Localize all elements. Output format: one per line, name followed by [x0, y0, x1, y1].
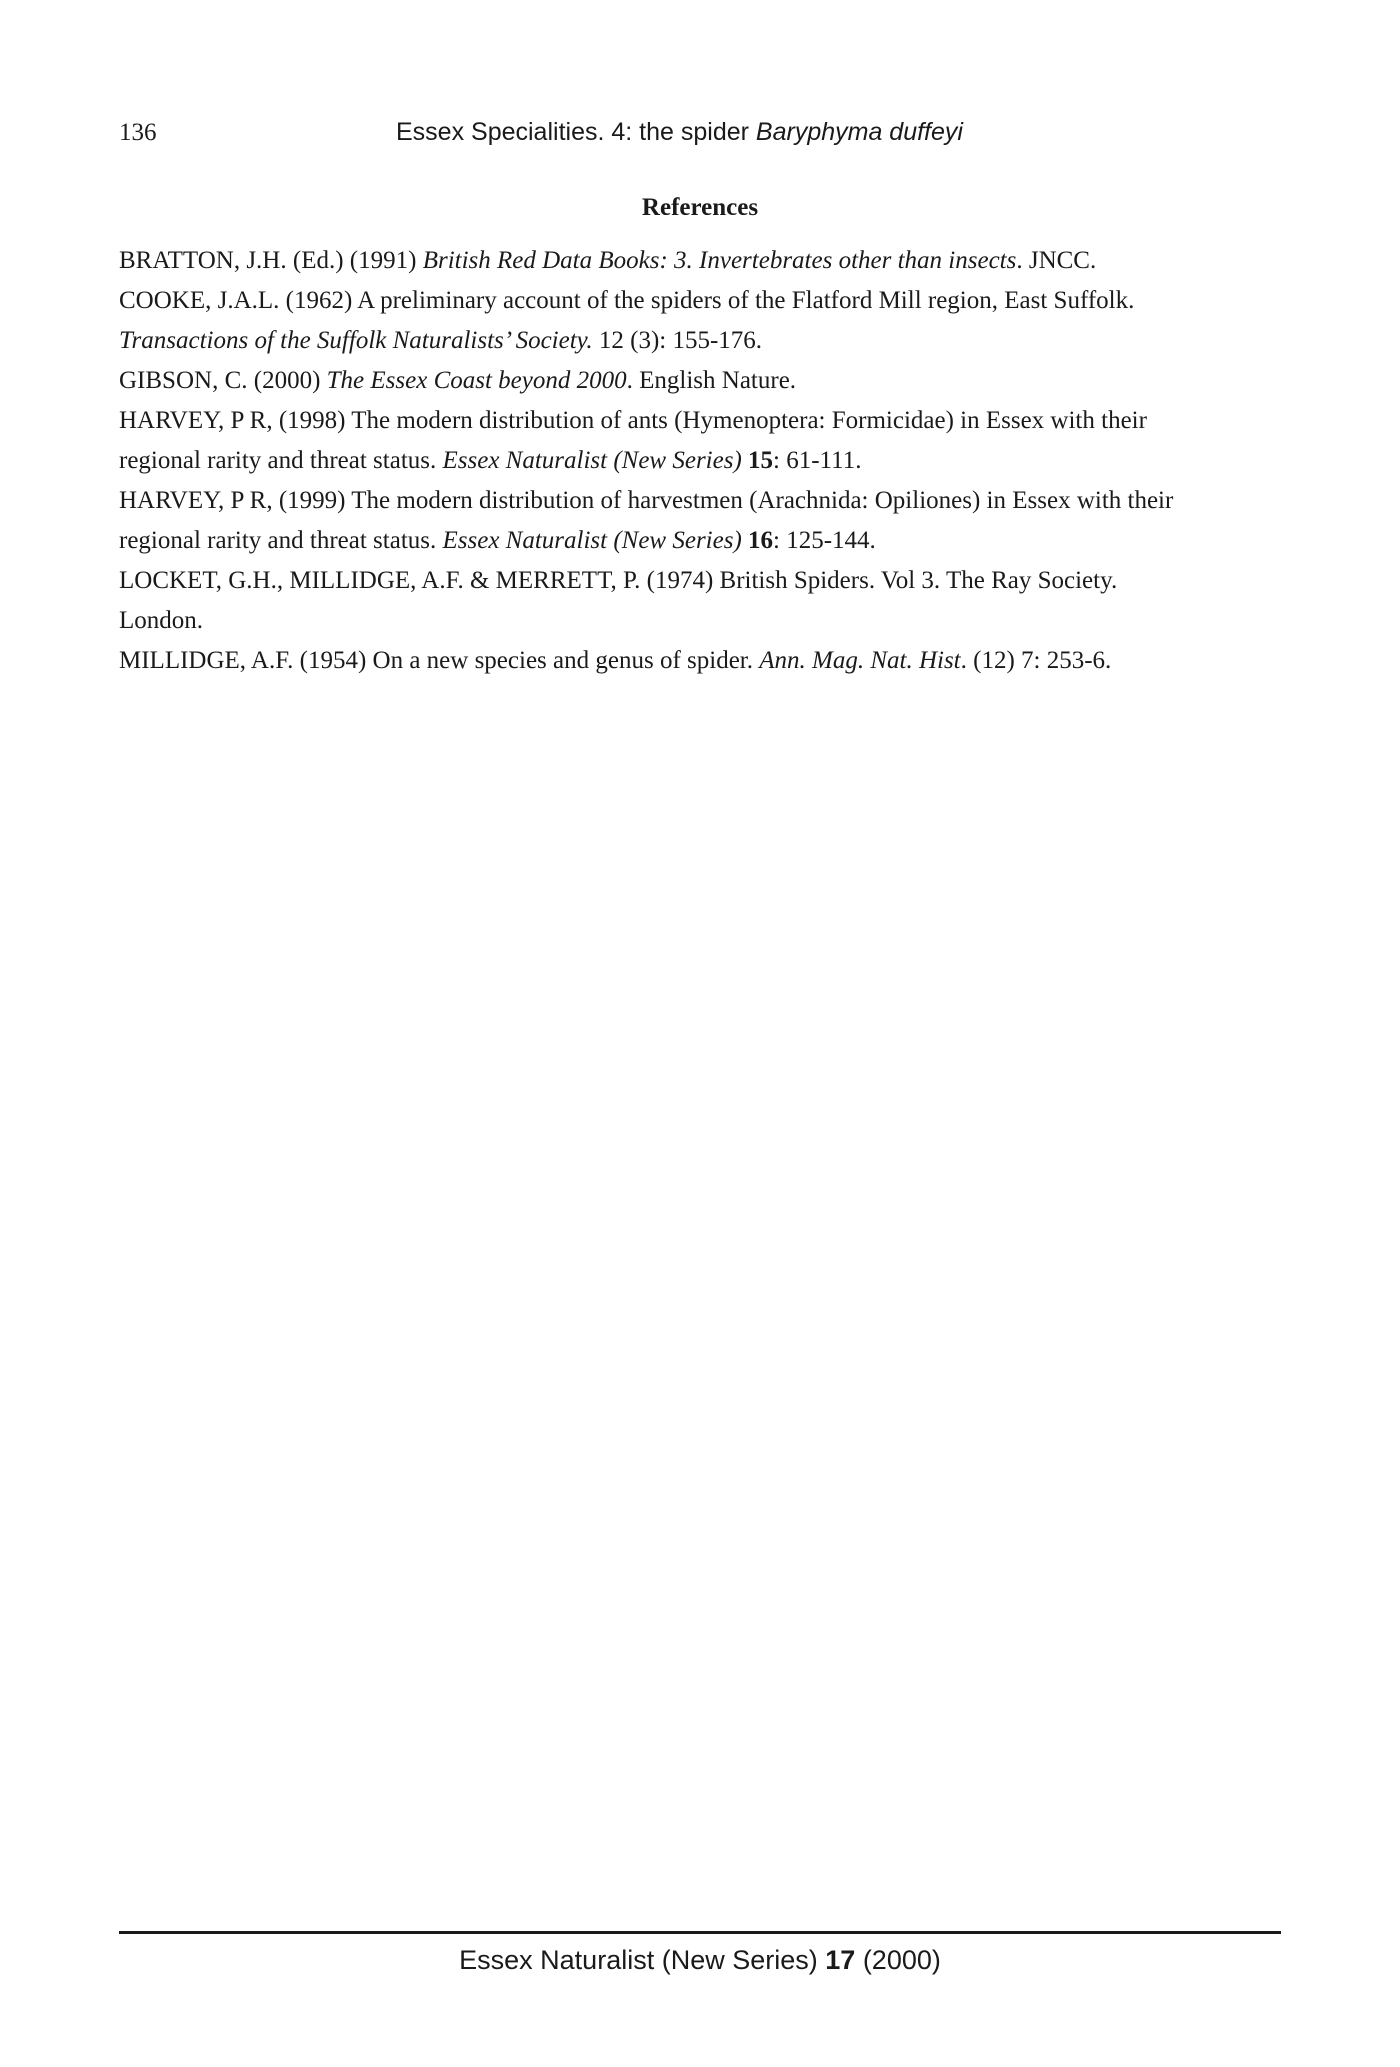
reference-authors: GIBSON, C. (2000): [119, 367, 327, 394]
reference-volume: 15: [748, 447, 774, 474]
reference-journal: Ann. Mag. Nat. Hist: [759, 647, 961, 674]
running-head: [396, 117, 963, 147]
reference-list: [119, 241, 1279, 681]
reference-authors: BRATTON, J.H. (Ed.) (1991): [119, 247, 423, 274]
reference-line: HARVEY, P R, (1998) The modern distribution of ants (Hymenoptera: Formicidae) in Essex with their: [119, 407, 1147, 434]
reference-title: The Essex Coast beyond 2000: [326, 367, 627, 394]
reference-item: [119, 641, 1279, 681]
reference-line: London.: [119, 607, 204, 634]
reference-line: [119, 521, 1279, 561]
reference-journal: Transactions of the Suffolk Naturalists’ Society.: [119, 327, 593, 354]
reference-item: [119, 561, 1279, 641]
reference-volume: 16: [748, 527, 774, 554]
footer-journal: Essex Naturalist (New Series): [459, 1945, 818, 1975]
reference-volume-pages: 12 (3): 155-176.: [592, 327, 763, 354]
running-title: Essex Specialities. 4: the spider: [396, 118, 749, 146]
reference-text: regional rarity and threat status.: [119, 447, 443, 474]
footer: [0, 1944, 1400, 1976]
reference-line: HARVEY, P R, (1999) The modern distribution of harvestmen (Arachnida: Opiliones) in Essex with their: [119, 487, 1174, 514]
reference-journal: Essex Naturalist (New Series): [442, 527, 742, 554]
reference-line: [119, 441, 1279, 481]
reference-item: [119, 241, 1279, 281]
reference-item: [119, 401, 1279, 481]
reference-authors: MILLIDGE, A.F. (1954) On a new species and genus of spider.: [119, 647, 760, 674]
reference-publisher: . JNCC.: [1016, 247, 1097, 274]
reference-line: LOCKET, G.H., MILLIDGE, A.F. & MERRETT, P. (1974) British Spiders. Vol 3. The Ray Society.: [119, 567, 1118, 594]
reference-title: British Red Data Books: 3. Invertebrates other than insects: [422, 247, 1017, 274]
reference-item: [119, 281, 1279, 361]
running-title-species: Baryphyma duffeyi: [755, 118, 963, 146]
reference-publisher: . English Nature.: [626, 367, 797, 394]
footer-year: (2000): [862, 1945, 941, 1975]
reference-item: [119, 481, 1279, 561]
reference-line: [119, 321, 1279, 361]
reference-pages: : 61-111.: [773, 447, 862, 474]
reference-volume-pages: . (12) 7: 253-6.: [960, 647, 1112, 674]
footer-volume: 17: [825, 1945, 856, 1975]
page-number: 136: [119, 119, 157, 146]
reference-journal: Essex Naturalist (New Series): [442, 447, 742, 474]
reference-text: regional rarity and threat status.: [119, 527, 443, 554]
references-heading: References: [641, 194, 759, 221]
reference-line: COOKE, J.A.L. (1962) A preliminary account of the spiders of the Flatford Mill region, East Suffolk.: [119, 287, 1135, 314]
footer-rule: [119, 1931, 1281, 1934]
reference-item: [119, 361, 1279, 401]
reference-pages: : 125-144.: [773, 527, 876, 554]
